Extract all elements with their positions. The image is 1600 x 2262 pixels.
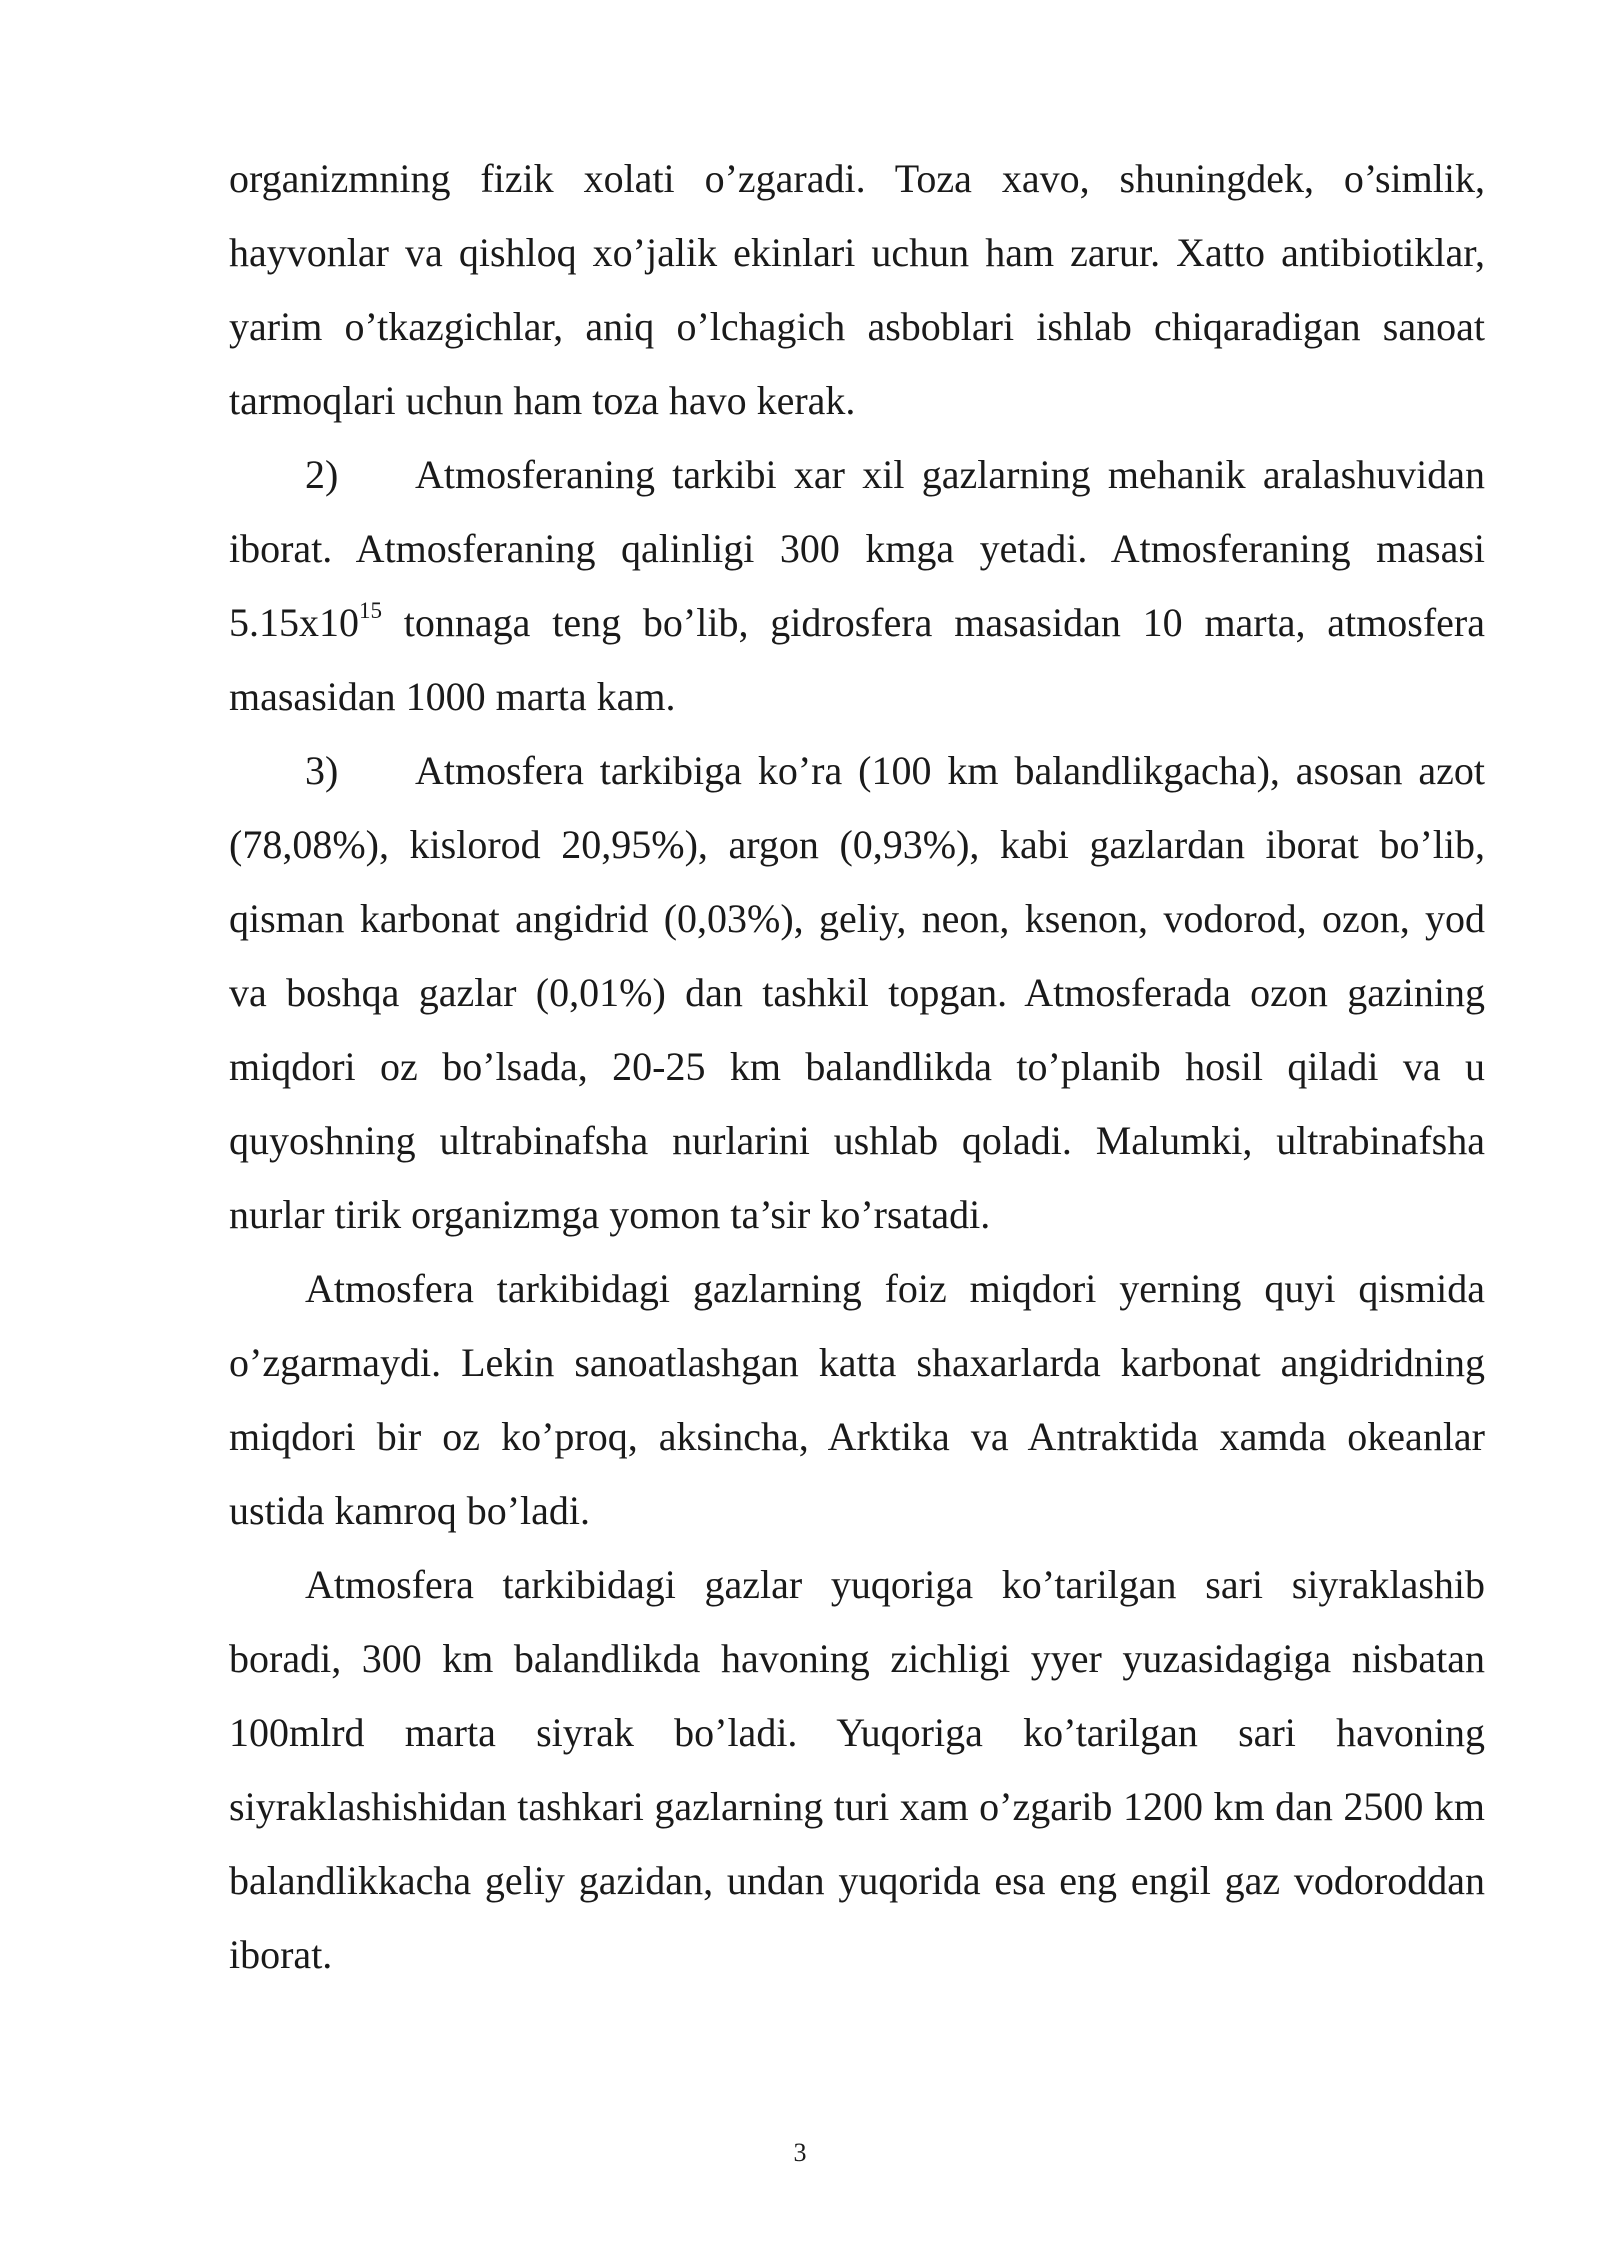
page-number: 3 (793, 2138, 807, 2167)
exponent-superscript: 15 (359, 597, 382, 623)
paragraph-2-text: Atmosferaning tarkibi xar xil gazlarning mehanik aralashuvidan iborat. Atmosferaning qalinligi 300 kmga yetadi. Atmosferaning masasi 5.15x10 (229, 452, 1485, 645)
paragraph-5: Atmosfera tarkibidagi gazlar yuqoriga ko’tarilgan sari siyraklashib boradi, 300 km balandlikda havoning zichligi yyer yuzasidagiga nisbatan 100mlrd marta siyrak bo’ladi. Yuqoriga ko’tarilgan sari havoning siyraklashishidan tashkari gazlarning turi xam o’zgarib 1200 km dan 2500 km balandlikkacha geliy gazidan, undan yuqorida esa eng engil gaz vodoroddan iborat. (229, 1562, 1485, 1977)
paragraph-2-text-continued: tonnaga teng bo’lib, gidrosfera masasidan 10 marta, atmosfera masasidan 1000 marta kam. (229, 600, 1485, 719)
list-number-3: 3) (305, 748, 339, 793)
paragraph-3-text: Atmosfera tarkibiga ko’ra (100 km balandlikgacha), asosan azot (78,08%), kislorod 20,95%), argon (0,93%), kabi gazlardan iborat bo’lib, qisman karbonat angidrid (0,03%), geliy, neon, ksenon, vodorod, ozon, yod va boshqa gazlar (0,01%) dan tashkil topgan. Atmosferada ozon gazining miqdori oz bo’lsada, 20-25 km balandlikda to’planib hosil qiladi va u quyoshning ultrabinafsha nurlarini ushlab qoladi. Malumki, ultrabinafsha nurlar tirik organizmga yomon ta’sir ko’rsatadi. (229, 748, 1485, 1237)
text-body (229, 142, 1485, 1992)
list-number-2: 2) (305, 452, 339, 497)
paragraph-1: organizmning fizik xolati o’zgaradi. Toza xavo, shuningdek, o’simlik, hayvonlar va qishloq xo’jalik ekinlari uchun ham zarur. Xatto antibiotiklar, yarim o’tkazgichlar, aniq o’lchagich asboblari ishlab chiqaradigan sanoat tarmoqlari uchun ham toza havo kerak. (229, 156, 1485, 423)
paragraph-2 (229, 438, 1485, 734)
paragraph-4: Atmosfera tarkibidagi gazlarning foiz miqdori yerning quyi qismida o’zgarmaydi. Lekin sanoatlashgan katta shaxarlarda karbonat angidridning miqdori bir oz ko’proq, aksincha, Arktika va Antraktida xamda okeanlar ustida kamroq bo’ladi. (229, 1266, 1485, 1533)
paragraph-3 (229, 734, 1485, 1252)
